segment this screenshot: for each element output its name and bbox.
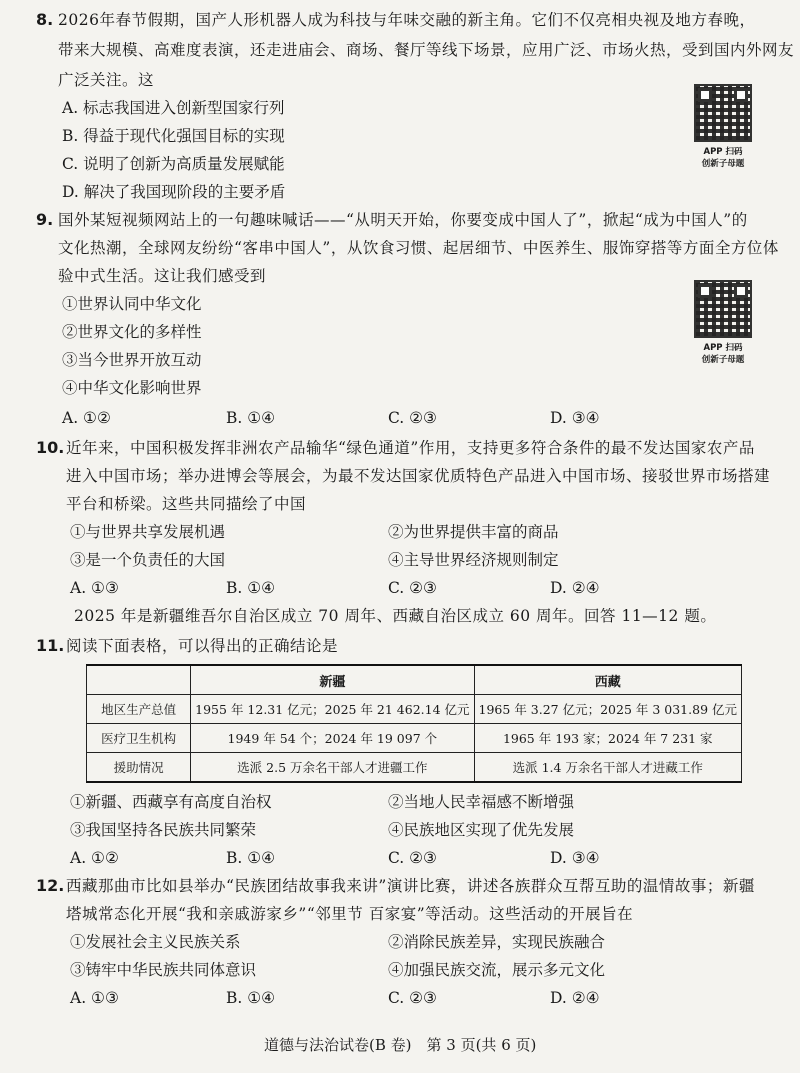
table-header-cell: 西藏 bbox=[474, 665, 741, 695]
q8-stem-line-2: 带来大规模、高难度表演，还走进庙会、商场、餐厅等线下场景，应用广泛、市场火热，受到国内外网友 bbox=[58, 41, 795, 59]
q11-number: 11. bbox=[36, 636, 65, 655]
q10-choice-b: B. ①④ bbox=[226, 579, 276, 597]
q12-stem-line-2: 塔城常态化开展“我和亲戚游家乡”“邻里节 百家宴”等活动。这些活动的开展旨在 bbox=[66, 905, 634, 923]
q9-item-4: ④中华文化影响世界 bbox=[62, 379, 202, 397]
q8-option-b: B. 得益于现代化强国目标的实现 bbox=[62, 127, 285, 145]
page-footer: 道德与法治试卷(B 卷) 第 3 页(共 6 页) bbox=[264, 1036, 537, 1054]
q10-item-4: ④主导世界经济规则制定 bbox=[388, 551, 559, 569]
q12-choice-c: C. ②③ bbox=[388, 989, 437, 1007]
q8-number: 8. bbox=[36, 10, 54, 29]
q8-option-c: C. 说明了创新为高质量发展赋能 bbox=[62, 155, 285, 173]
table-cell: 地区生产总值 bbox=[87, 695, 191, 724]
q9-choice-c: C. ②③ bbox=[388, 409, 437, 427]
q10-item-1: ①与世界共享发展机遇 bbox=[70, 523, 226, 541]
intro-11-12: 2025 年是新疆维吾尔自治区成立 70 周年、西藏自治区成立 60 周年。回答 11—12 题。 bbox=[74, 607, 717, 625]
qr-code-icon bbox=[694, 84, 752, 142]
q11-item-4: ④民族地区实现了优先发展 bbox=[388, 821, 575, 839]
q9-choice-d: D. ③④ bbox=[550, 409, 600, 427]
q9-stem-line-1: 国外某短视频网站上的一句趣味喊话——“从明天开始，你要变成中国人了”，掀起“成为中国人”的 bbox=[58, 211, 748, 229]
table-cell: 医疗卫生机构 bbox=[87, 724, 191, 753]
q11-choice-c: C. ②③ bbox=[388, 849, 437, 867]
q8-stem-line-3: 广泛关注。这 bbox=[58, 71, 155, 89]
q11-item-3: ③我国坚持各民族共同繁荣 bbox=[70, 821, 257, 839]
table-cell: 选派 1.4 万余名干部人才进藏工作 bbox=[474, 753, 741, 783]
table-row bbox=[87, 695, 742, 724]
q9-item-1: ①世界认同中华文化 bbox=[62, 295, 202, 313]
table-cell: 1965 年 3.27 亿元；2025 年 3 031.89 亿元 bbox=[474, 695, 741, 724]
q12-number: 12. bbox=[36, 876, 65, 895]
q11-item-1: ①新疆、西藏享有高度自治权 bbox=[70, 793, 272, 811]
q9-stem-line-2: 文化热潮，全球网友纷纷“客串中国人”，从饮食习惯、起居细节、中医养生、服饰穿搭等方面全方位体 bbox=[58, 239, 779, 257]
qr-caption-line-1: APP 扫码 bbox=[703, 343, 743, 353]
q12-choice-d: D. ②④ bbox=[550, 989, 600, 1007]
qr-caption bbox=[688, 342, 758, 366]
q11-choice-d: D. ③④ bbox=[550, 849, 600, 867]
q12-item-1: ①发展社会主义民族关系 bbox=[70, 933, 241, 951]
qr-caption-line-2: 创新子母题 bbox=[701, 355, 745, 365]
q11-stem: 阅读下面表格，可以得出的正确结论是 bbox=[66, 637, 339, 655]
q10-item-2: ②为世界提供丰富的商品 bbox=[388, 523, 559, 541]
q12-choice-a: A. ①③ bbox=[70, 989, 119, 1007]
q10-stem-line-1: 近年来，中国积极发挥非洲农产品输华“绿色通道”作用，支持更多符合条件的最不发达国家农产品 bbox=[66, 439, 755, 457]
table-row bbox=[87, 753, 742, 783]
q9-choice-a: A. ①② bbox=[62, 409, 111, 427]
q12-choice-b: B. ①④ bbox=[226, 989, 276, 1007]
q9-item-3: ③当今世界开放互动 bbox=[62, 351, 202, 369]
q9-item-2: ②世界文化的多样性 bbox=[62, 323, 202, 341]
q10-number: 10. bbox=[36, 438, 65, 457]
q12-stem-line-1: 西藏那曲市比如县举办“民族团结故事我来讲”演讲比赛，讲述各族群众互帮互助的温情故事；新疆 bbox=[66, 877, 755, 895]
table-header-cell bbox=[87, 665, 191, 695]
q10-choice-a: A. ①③ bbox=[70, 579, 119, 597]
q9-number: 9. bbox=[36, 210, 54, 229]
table-header-cell: 新疆 bbox=[191, 665, 474, 695]
q10-item-3: ③是一个负责任的大国 bbox=[70, 551, 226, 569]
table-cell: 援助情况 bbox=[87, 753, 191, 783]
q8-option-d: D. 解决了我国现阶段的主要矛盾 bbox=[62, 183, 286, 201]
qr-caption bbox=[688, 146, 758, 170]
table-row bbox=[87, 724, 742, 753]
table-cell: 选派 2.5 万余名干部人才进疆工作 bbox=[191, 753, 474, 783]
q8-option-a: A. 标志我国进入创新型国家行列 bbox=[62, 99, 285, 117]
qr-code-icon bbox=[694, 280, 752, 338]
q10-stem-line-3: 平台和桥梁。这些共同描绘了中国 bbox=[66, 495, 307, 513]
table-cell: 1965 年 193 家；2024 年 7 231 家 bbox=[474, 724, 741, 753]
q12-item-2: ②消除民族差异，实现民族融合 bbox=[388, 933, 606, 951]
qr-caption-line-2: 创新子母题 bbox=[701, 159, 745, 169]
table-cell: 1949 年 54 个；2024 年 19 097 个 bbox=[191, 724, 474, 753]
q10-choice-c: C. ②③ bbox=[388, 579, 437, 597]
q10-stem-line-2: 进入中国市场；举办进博会等展会，为最不发达国家优质特色产品进入中国市场、接驳世界市场搭建 bbox=[66, 467, 771, 485]
q11-choice-b: B. ①④ bbox=[226, 849, 276, 867]
q11-choice-a: A. ①② bbox=[70, 849, 119, 867]
q11-item-2: ②当地人民幸福感不断增强 bbox=[388, 793, 575, 811]
q9-stem-line-3: 验中式生活。这让我们感受到 bbox=[58, 267, 267, 285]
table-cell: 1955 年 12.31 亿元；2025 年 21 462.14 亿元 bbox=[191, 695, 474, 724]
q12-item-3: ③铸牢中华民族共同体意识 bbox=[70, 961, 257, 979]
q12-item-4: ④加强民族交流，展示多元文化 bbox=[388, 961, 606, 979]
qr-caption-line-1: APP 扫码 bbox=[703, 147, 743, 157]
table-header-row bbox=[87, 665, 742, 695]
q10-choice-d: D. ②④ bbox=[550, 579, 600, 597]
data-table bbox=[86, 664, 742, 783]
q9-choice-b: B. ①④ bbox=[226, 409, 276, 427]
q8-stem-line-1: 2026年春节假期，国产人形机器人成为科技与年味交融的新主角。它们不仅亮相央视及地方春晚， bbox=[58, 11, 756, 29]
